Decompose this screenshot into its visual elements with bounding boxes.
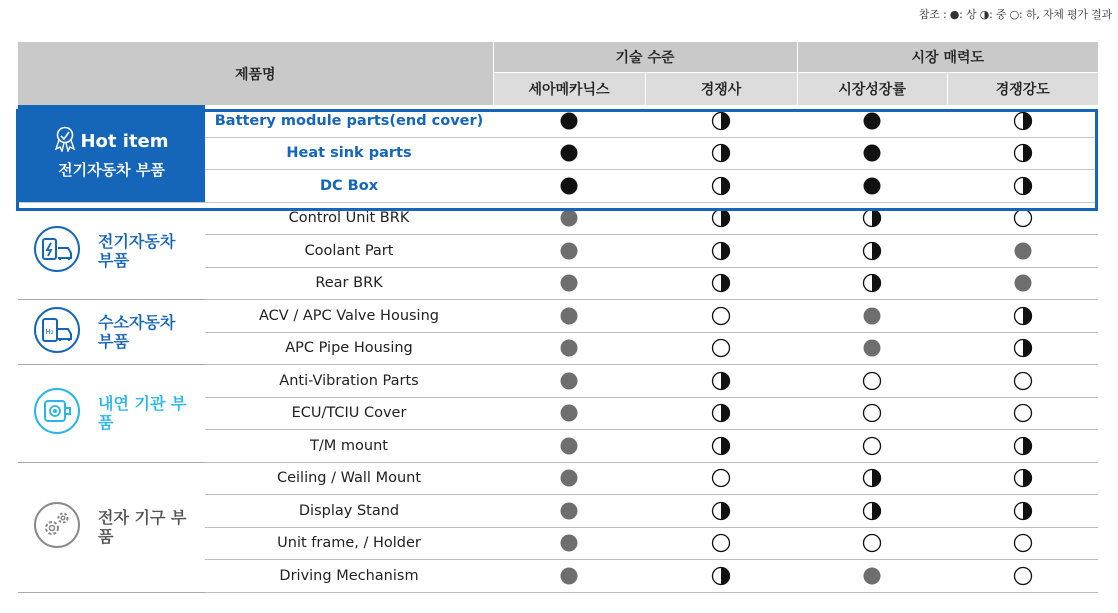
- table-row: [18, 462, 1098, 495]
- hot-item-category: [18, 105, 205, 202]
- header-tech-level: 기술 수준: [493, 42, 797, 73]
- rating-empty-circle-icon: [862, 438, 882, 454]
- rating-full-circle-icon: [559, 470, 579, 486]
- rating-empty-circle-icon: [1013, 405, 1033, 421]
- rating-empty-circle-icon: [862, 405, 882, 421]
- rating-competition-intensity: [947, 202, 1098, 235]
- rating-competitor: [645, 267, 797, 300]
- rating-half-circle-icon: [1013, 145, 1033, 161]
- rating-half-circle-icon: [862, 470, 882, 486]
- rating-competition-intensity: [947, 430, 1098, 463]
- rating-full-circle-icon: [559, 568, 579, 584]
- rating-competitor: [645, 300, 797, 333]
- rating-market-growth: [797, 137, 947, 170]
- ev-battery-car-icon: [32, 224, 82, 278]
- rating-empty-circle-icon: [862, 373, 882, 389]
- hydrogen-car-icon: [32, 305, 82, 359]
- rating-seah-mechanics: [493, 137, 645, 170]
- rating-competition-intensity: [947, 462, 1098, 495]
- rating-empty-circle-icon: [711, 535, 731, 551]
- rating-market-growth: [797, 430, 947, 463]
- rating-legend: 참조 : ●: 상 ◑: 중 ○: 하, 자체 평가 결과: [918, 8, 1112, 21]
- rating-half-circle-icon: [1013, 503, 1033, 519]
- rating-competition-intensity: [947, 170, 1098, 203]
- header-competition-intensity: 경쟁강도: [947, 73, 1098, 106]
- product-name: Control Unit BRK: [205, 202, 493, 235]
- category-cell: [18, 365, 205, 463]
- header-market-growth: 시장성장률: [797, 73, 947, 106]
- rating-full-circle-icon: [862, 308, 882, 324]
- rating-competitor: [645, 397, 797, 430]
- rating-market-growth: [797, 267, 947, 300]
- rating-market-growth: [797, 300, 947, 333]
- rating-competitor: [645, 332, 797, 365]
- rating-competitor: [645, 170, 797, 203]
- rating-seah-mechanics: [493, 430, 645, 463]
- rating-competition-intensity: [947, 527, 1098, 560]
- rating-empty-circle-icon: [711, 340, 731, 356]
- rating-full-circle-icon: [862, 145, 882, 161]
- rating-half-circle-icon: [1013, 438, 1033, 454]
- rating-competition-intensity: [947, 495, 1098, 528]
- rating-seah-mechanics: [493, 332, 645, 365]
- rating-competition-intensity: [947, 332, 1098, 365]
- rating-empty-circle-icon: [862, 535, 882, 551]
- rating-market-growth: [797, 462, 947, 495]
- rating-competition-intensity: [947, 560, 1098, 593]
- svg-text:H₂: H₂: [45, 328, 54, 336]
- rating-half-circle-icon: [1013, 340, 1033, 356]
- rating-market-growth: [797, 332, 947, 365]
- rating-full-circle-icon: [559, 438, 579, 454]
- rating-empty-circle-icon: [1013, 210, 1033, 226]
- rating-market-growth: [797, 235, 947, 268]
- rating-market-growth: [797, 560, 947, 593]
- rating-seah-mechanics: [493, 365, 645, 398]
- rating-half-circle-icon: [711, 243, 731, 259]
- rating-full-circle-icon: [1013, 243, 1033, 259]
- rating-half-circle-icon: [711, 405, 731, 421]
- rating-half-circle-icon: [711, 568, 731, 584]
- rating-full-circle-icon: [559, 405, 579, 421]
- rating-half-circle-icon: [711, 373, 731, 389]
- rating-market-growth: [797, 170, 947, 203]
- rating-full-circle-icon: [862, 113, 882, 129]
- rating-full-circle-icon: [559, 178, 579, 194]
- product-name: ACV / APC Valve Housing: [205, 300, 493, 333]
- rating-half-circle-icon: [711, 178, 731, 194]
- rating-seah-mechanics: [493, 495, 645, 528]
- product-name: Coolant Part: [205, 235, 493, 268]
- rating-competitor: [645, 137, 797, 170]
- rating-half-circle-icon: [1013, 178, 1033, 194]
- rating-empty-circle-icon: [711, 308, 731, 324]
- product-name: Ceiling / Wall Mount: [205, 462, 493, 495]
- rating-competition-intensity: [947, 137, 1098, 170]
- rating-competitor: [645, 235, 797, 268]
- rating-seah-mechanics: [493, 397, 645, 430]
- product-name: DC Box: [205, 170, 493, 203]
- rating-competitor: [645, 202, 797, 235]
- product-name: Anti-Vibration Parts: [205, 365, 493, 398]
- table-body: [18, 105, 1098, 592]
- header-seah-mechanics: 세아메카닉스: [493, 73, 645, 106]
- award-ribbon-icon: [54, 126, 76, 157]
- rating-half-circle-icon: [711, 210, 731, 226]
- rating-market-growth: [797, 105, 947, 137]
- rating-full-circle-icon: [559, 535, 579, 551]
- rating-market-growth: [797, 202, 947, 235]
- header-competitor: 경쟁사: [645, 73, 797, 106]
- rating-competitor: [645, 365, 797, 398]
- product-name: Battery module parts(end cover): [205, 105, 493, 137]
- rating-half-circle-icon: [711, 113, 731, 129]
- rating-empty-circle-icon: [1013, 568, 1033, 584]
- rating-seah-mechanics: [493, 105, 645, 137]
- category-cell: [18, 300, 205, 365]
- header-market-attractiveness: 시장 매력도: [797, 42, 1098, 73]
- rating-seah-mechanics: [493, 462, 645, 495]
- rating-competition-intensity: [947, 235, 1098, 268]
- rating-full-circle-icon: [559, 373, 579, 389]
- category-label: 전자 기구 부품: [98, 508, 187, 546]
- category-cell: [18, 202, 205, 300]
- rating-full-circle-icon: [559, 113, 579, 129]
- rating-half-circle-icon: [711, 503, 731, 519]
- rating-seah-mechanics: [493, 170, 645, 203]
- rating-market-growth: [797, 527, 947, 560]
- hot-item-title: Hot item: [80, 131, 169, 153]
- rating-seah-mechanics: [493, 267, 645, 300]
- product-name: Display Stand: [205, 495, 493, 528]
- rating-competition-intensity: [947, 365, 1098, 398]
- table-row: [18, 300, 1098, 333]
- rating-full-circle-icon: [559, 308, 579, 324]
- rating-empty-circle-icon: [711, 470, 731, 486]
- rating-full-circle-icon: [559, 275, 579, 291]
- rating-half-circle-icon: [711, 145, 731, 161]
- rating-half-circle-icon: [1013, 308, 1033, 324]
- rating-empty-circle-icon: [1013, 373, 1033, 389]
- rating-full-circle-icon: [862, 340, 882, 356]
- rating-half-circle-icon: [1013, 113, 1033, 129]
- rating-competitor: [645, 462, 797, 495]
- rating-full-circle-icon: [862, 568, 882, 584]
- rating-seah-mechanics: [493, 202, 645, 235]
- rating-half-circle-icon: [711, 275, 731, 291]
- rating-seah-mechanics: [493, 560, 645, 593]
- rating-half-circle-icon: [862, 503, 882, 519]
- rating-competitor: [645, 560, 797, 593]
- rating-half-circle-icon: [711, 438, 731, 454]
- rating-market-growth: [797, 365, 947, 398]
- rating-full-circle-icon: [559, 210, 579, 226]
- rating-empty-circle-icon: [1013, 535, 1033, 551]
- rating-competition-intensity: [947, 397, 1098, 430]
- header-product-name: 제품명: [18, 42, 493, 105]
- rating-competitor: [645, 430, 797, 463]
- rating-seah-mechanics: [493, 527, 645, 560]
- rating-full-circle-icon: [559, 503, 579, 519]
- hot-item-subtitle: 전기자동차 부품: [58, 161, 165, 180]
- rating-half-circle-icon: [862, 210, 882, 226]
- category-cell: [18, 462, 205, 592]
- rating-full-circle-icon: [559, 340, 579, 356]
- rating-half-circle-icon: [862, 275, 882, 291]
- table-row: [18, 365, 1098, 398]
- rating-market-growth: [797, 495, 947, 528]
- product-name: Driving Mechanism: [205, 560, 493, 593]
- category-label: 전기자동차 부품: [98, 231, 176, 270]
- rating-full-circle-icon: [1013, 275, 1033, 291]
- product-name: Heat sink parts: [205, 137, 493, 170]
- rating-competitor: [645, 105, 797, 137]
- category-label: 수소자동차 부품: [98, 313, 176, 351]
- rating-full-circle-icon: [862, 178, 882, 194]
- category-label: 내연 기관 부품: [98, 394, 187, 433]
- engine-icon: [32, 386, 82, 440]
- rating-full-circle-icon: [559, 145, 579, 161]
- gears-icon: [32, 500, 82, 554]
- rating-seah-mechanics: [493, 235, 645, 268]
- table-row: [18, 202, 1098, 235]
- rating-competitor: [645, 527, 797, 560]
- product-name: Rear BRK: [205, 267, 493, 300]
- rating-half-circle-icon: [862, 243, 882, 259]
- rating-competition-intensity: [947, 267, 1098, 300]
- rating-competition-intensity: [947, 300, 1098, 333]
- rating-competition-intensity: [947, 105, 1098, 137]
- product-name: T/M mount: [205, 430, 493, 463]
- rating-competitor: [645, 495, 797, 528]
- product-evaluation-table: [18, 42, 1098, 593]
- table-row: [18, 105, 1098, 137]
- product-name: APC Pipe Housing: [205, 332, 493, 365]
- product-name: ECU/TCIU Cover: [205, 397, 493, 430]
- product-name: Unit frame, / Holder: [205, 527, 493, 560]
- rating-market-growth: [797, 397, 947, 430]
- rating-seah-mechanics: [493, 300, 645, 333]
- rating-half-circle-icon: [1013, 470, 1033, 486]
- rating-full-circle-icon: [559, 243, 579, 259]
